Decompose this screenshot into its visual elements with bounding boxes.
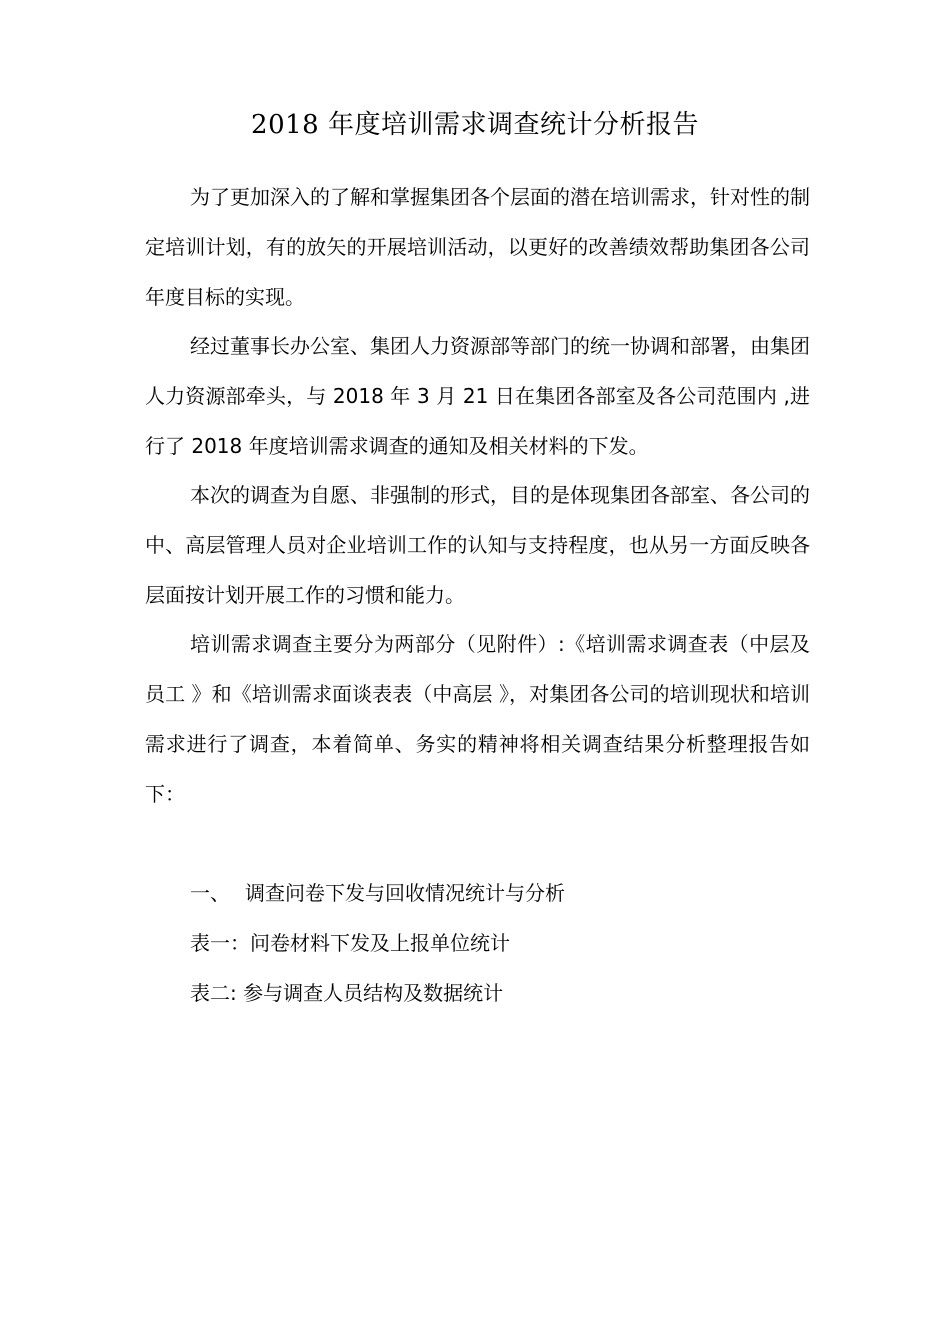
paragraph-organization: 经过董事长办公室、集团人力资源部等部门的统一协调和部署，由集团人力资源部牵头，与 2018 年 3 月 21 日在集团各部室及各公司范围内 ,进行了 2018 年度培训需求调查的通知及相关材料的下发。 [145,334,810,458]
section-number: 一、 [190,881,230,905]
paragraph-survey-parts: 培训需求调查主要分为两部分（见附件）:《培训需求调查表（中层及员工 》和《培训需求面谈表表（中高层 》，对集团各公司的培训现状和培训需求进行了调查，本着简单、务实的精神将相关调查结果分析整理报告如下： [145,632,810,806]
section-heading-text: 调查问卷下发与回收情况统计与分析 [245,881,565,905]
paragraph-nature: 本次的调查为自愿、非强制的形式，目的是体现集团各部室、各公司的中、高层管理人员对企业培训工作的认知与支持程度，也从另一方面反映各层面按计划开展工作的习惯和能力。 [145,483,810,607]
table-2-caption: 表二: 参与调查人员结构及数据统计 [190,981,504,1005]
document-title: 2018 年度培训需求调查统计分析报告 [251,110,699,140]
section-heading-1 [190,868,565,918]
table-1-caption: 表一：问卷材料下发及上报单位统计 [190,931,510,955]
paragraph-purpose: 为了更加深入的了解和掌握集团各个层面的潜在培训需求，针对性的制定培训计划，有的放矢的开展培训活动，以更好的改善绩效帮助集团各公司年度目标的实现。 [145,185,810,309]
